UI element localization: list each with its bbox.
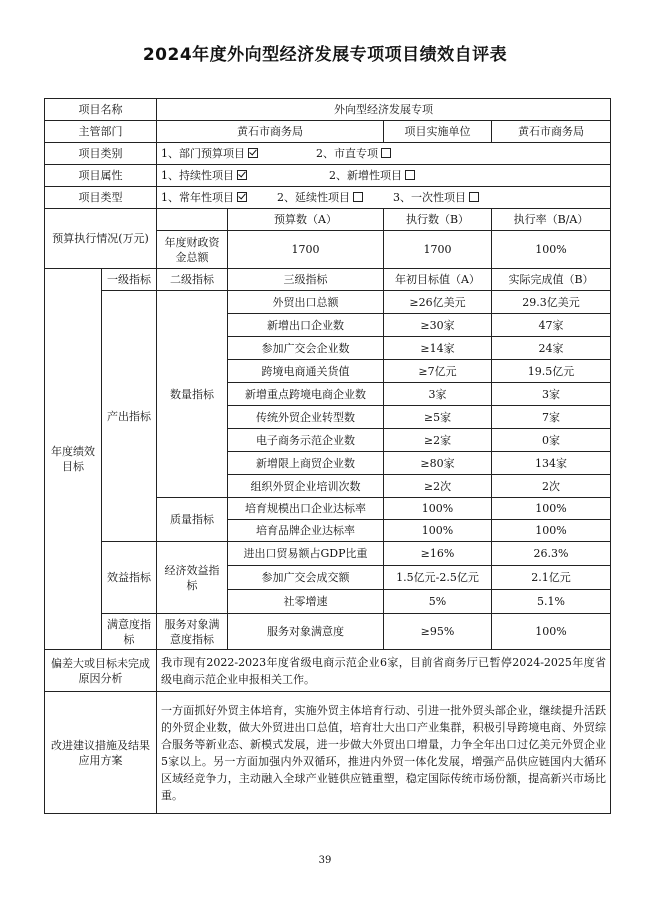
table-row	[45, 291, 611, 314]
table-row	[45, 614, 611, 650]
option-label: 3、一次性项目	[393, 191, 466, 204]
indicator-target: 100%	[384, 520, 492, 542]
indicator-name: 参加广交会企业数	[228, 337, 384, 360]
checked-checkbox-icon	[248, 148, 258, 158]
indicator-target: ≥14家	[384, 337, 492, 360]
type-options	[157, 187, 611, 209]
indicator-actual: 100%	[492, 614, 611, 650]
table-row	[45, 165, 611, 187]
header-budget-b: 执行数（B）	[384, 209, 492, 231]
label-category: 项目类别	[45, 143, 157, 165]
indicator-name: 电子商务示范企业数	[228, 429, 384, 452]
checked-checkbox-icon	[237, 192, 247, 202]
indicator-name: 组织外贸企业培训次数	[228, 475, 384, 498]
unchecked-checkbox-icon	[381, 148, 391, 158]
budget-row-label: 年度财政资金总额	[157, 231, 228, 269]
option-label: 2、新增性项目	[329, 169, 402, 182]
option-label: 2、延续性项目	[277, 191, 350, 204]
header-level2: 二级指标	[157, 269, 228, 291]
table-body	[45, 99, 611, 814]
indicator-actual: 24家	[492, 337, 611, 360]
label-type: 项目类型	[45, 187, 157, 209]
indicator-target: ≥95%	[384, 614, 492, 650]
indicator-actual: 100%	[492, 498, 611, 520]
option-item	[329, 168, 415, 183]
impl-value: 黄石市商务局	[492, 121, 611, 143]
project-name-value: 外向型经济发展专项	[157, 99, 611, 121]
category-options	[157, 143, 611, 165]
targets-group-label: 年度绩效目标	[45, 269, 102, 650]
budget-blank-header	[157, 209, 228, 231]
indicator-target: ≥16%	[384, 542, 492, 566]
improve-text: 一方面抓好外贸主体培育，实施外贸主体培育行动、引进一批外贸头部企业，继续提升活跃的外贸企业数，做大外贸进出口总值，培育壮大出口产业集群，积极引导跨境电商、外贸综合服务等新业态、新模式发展，进一步做大外贸出口增量，力争全年出口过亿美元外贸企业5家以上。另一方面加强内外双循环，推进内外贸一体化发展，增强产品供应链国内大循环区域经竞争力，主动融入全球产业链供应链重塑，稳定国际传统市场份额，提高新兴市场比重。	[157, 692, 611, 814]
indicator-actual: 3家	[492, 383, 611, 406]
header-actual: 实际完成值（B）	[492, 269, 611, 291]
unchecked-checkbox-icon	[353, 192, 363, 202]
indicator-target: ≥2次	[384, 475, 492, 498]
indicator-actual: 7家	[492, 406, 611, 429]
header-target: 年初目标值（A）	[384, 269, 492, 291]
table-row	[45, 542, 611, 566]
indicator-name: 传统外贸企业转型数	[228, 406, 384, 429]
indicator-actual: 100%	[492, 520, 611, 542]
indicator-name: 培育品牌企业达标率	[228, 520, 384, 542]
indicator-actual: 26.3%	[492, 542, 611, 566]
option-item	[161, 168, 247, 183]
budget-rate-value: 100%	[492, 231, 611, 269]
deviation-label: 偏差大或目标未完成原因分析	[45, 650, 157, 692]
indicator-target: ≥5家	[384, 406, 492, 429]
budget-b-value: 1700	[384, 231, 492, 269]
indicator-name: 参加广交会成交额	[228, 566, 384, 590]
checked-checkbox-icon	[237, 170, 247, 180]
table-row	[45, 209, 611, 231]
service-indicator-label: 服务对象满意度指标	[157, 614, 228, 650]
header-level1: 一级指标	[102, 269, 157, 291]
indicator-name: 社零增速	[228, 590, 384, 614]
indicator-name: 新增重点跨境电商企业数	[228, 383, 384, 406]
indicator-actual: 19.5亿元	[492, 360, 611, 383]
indicator-actual: 134家	[492, 452, 611, 475]
label-dept: 主管部门	[45, 121, 157, 143]
indicator-target: ≥80家	[384, 452, 492, 475]
indicator-actual: 29.3亿美元	[492, 291, 611, 314]
budget-label: 预算执行情况(万元)	[45, 209, 157, 269]
header-budget-a: 预算数（A）	[228, 209, 384, 231]
page-title: 2024年度外向型经济发展专项项目绩效自评表	[142, 45, 508, 65]
indicator-actual: 0家	[492, 429, 611, 452]
option-item	[161, 146, 258, 161]
quality-indicator-label: 质量指标	[157, 498, 228, 542]
option-item	[277, 190, 363, 205]
deviation-text: 我市现有2022-2023年度省级电商示范企业6家，目前省商务厅已暂停2024-2025年度省级电商示范企业申报相关工作。	[157, 650, 611, 692]
quantity-indicator-label: 数量指标	[157, 291, 228, 498]
satisfaction-indicator-label: 满意度指标	[102, 614, 157, 650]
table-row	[45, 692, 611, 814]
option-label: 1、持续性项目	[161, 169, 234, 182]
table-row	[45, 143, 611, 165]
indicator-target: ≥2家	[384, 429, 492, 452]
option-item	[393, 190, 479, 205]
indicator-target: 100%	[384, 498, 492, 520]
indicator-target: ≥30家	[384, 314, 492, 337]
indicator-target: ≥26亿美元	[384, 291, 492, 314]
improve-label: 改进建议措施及结果应用方案	[45, 692, 157, 814]
indicator-target: ≥7亿元	[384, 360, 492, 383]
budget-a-value: 1700	[228, 231, 384, 269]
dept-value: 黄石市商务局	[157, 121, 384, 143]
output-indicator-label: 产出指标	[102, 291, 157, 542]
indicator-name: 新增限上商贸企业数	[228, 452, 384, 475]
indicator-target: 3家	[384, 383, 492, 406]
indicator-actual: 2.1亿元	[492, 566, 611, 590]
option-label: 1、部门预算项目	[161, 147, 245, 160]
option-item	[161, 190, 247, 205]
indicator-target: 5%	[384, 590, 492, 614]
indicator-actual: 2次	[492, 475, 611, 498]
indicator-name: 服务对象满意度	[228, 614, 384, 650]
table-row	[45, 187, 611, 209]
header-budget-rate: 执行率（B/A）	[492, 209, 611, 231]
evaluation-table	[44, 98, 611, 814]
attribute-options	[157, 165, 611, 187]
table-row	[45, 99, 611, 121]
indicator-target: 1.5亿元-2.5亿元	[384, 566, 492, 590]
unchecked-checkbox-icon	[469, 192, 479, 202]
option-label: 2、市直专项	[316, 147, 378, 160]
table-row	[45, 650, 611, 692]
indicator-name: 外贸出口总额	[228, 291, 384, 314]
indicator-name: 新增出口企业数	[228, 314, 384, 337]
option-label: 1、常年性项目	[161, 191, 234, 204]
label-project-name: 项目名称	[45, 99, 157, 121]
indicator-actual: 5.1%	[492, 590, 611, 614]
indicator-name: 进出口贸易额占GDP比重	[228, 542, 384, 566]
table-row	[45, 269, 611, 291]
econ-indicator-label: 经济效益指标	[157, 542, 228, 614]
page-number: 39	[318, 855, 332, 866]
label-impl: 项目实施单位	[384, 121, 492, 143]
header-level3: 三级指标	[228, 269, 384, 291]
unchecked-checkbox-icon	[405, 170, 415, 180]
option-item	[316, 146, 391, 161]
label-attribute: 项目属性	[45, 165, 157, 187]
benefit-indicator-label: 效益指标	[102, 542, 157, 614]
indicator-name: 培育规模出口企业达标率	[228, 498, 384, 520]
indicator-name: 跨境电商通关货值	[228, 360, 384, 383]
indicator-actual: 47家	[492, 314, 611, 337]
table-row	[45, 121, 611, 143]
